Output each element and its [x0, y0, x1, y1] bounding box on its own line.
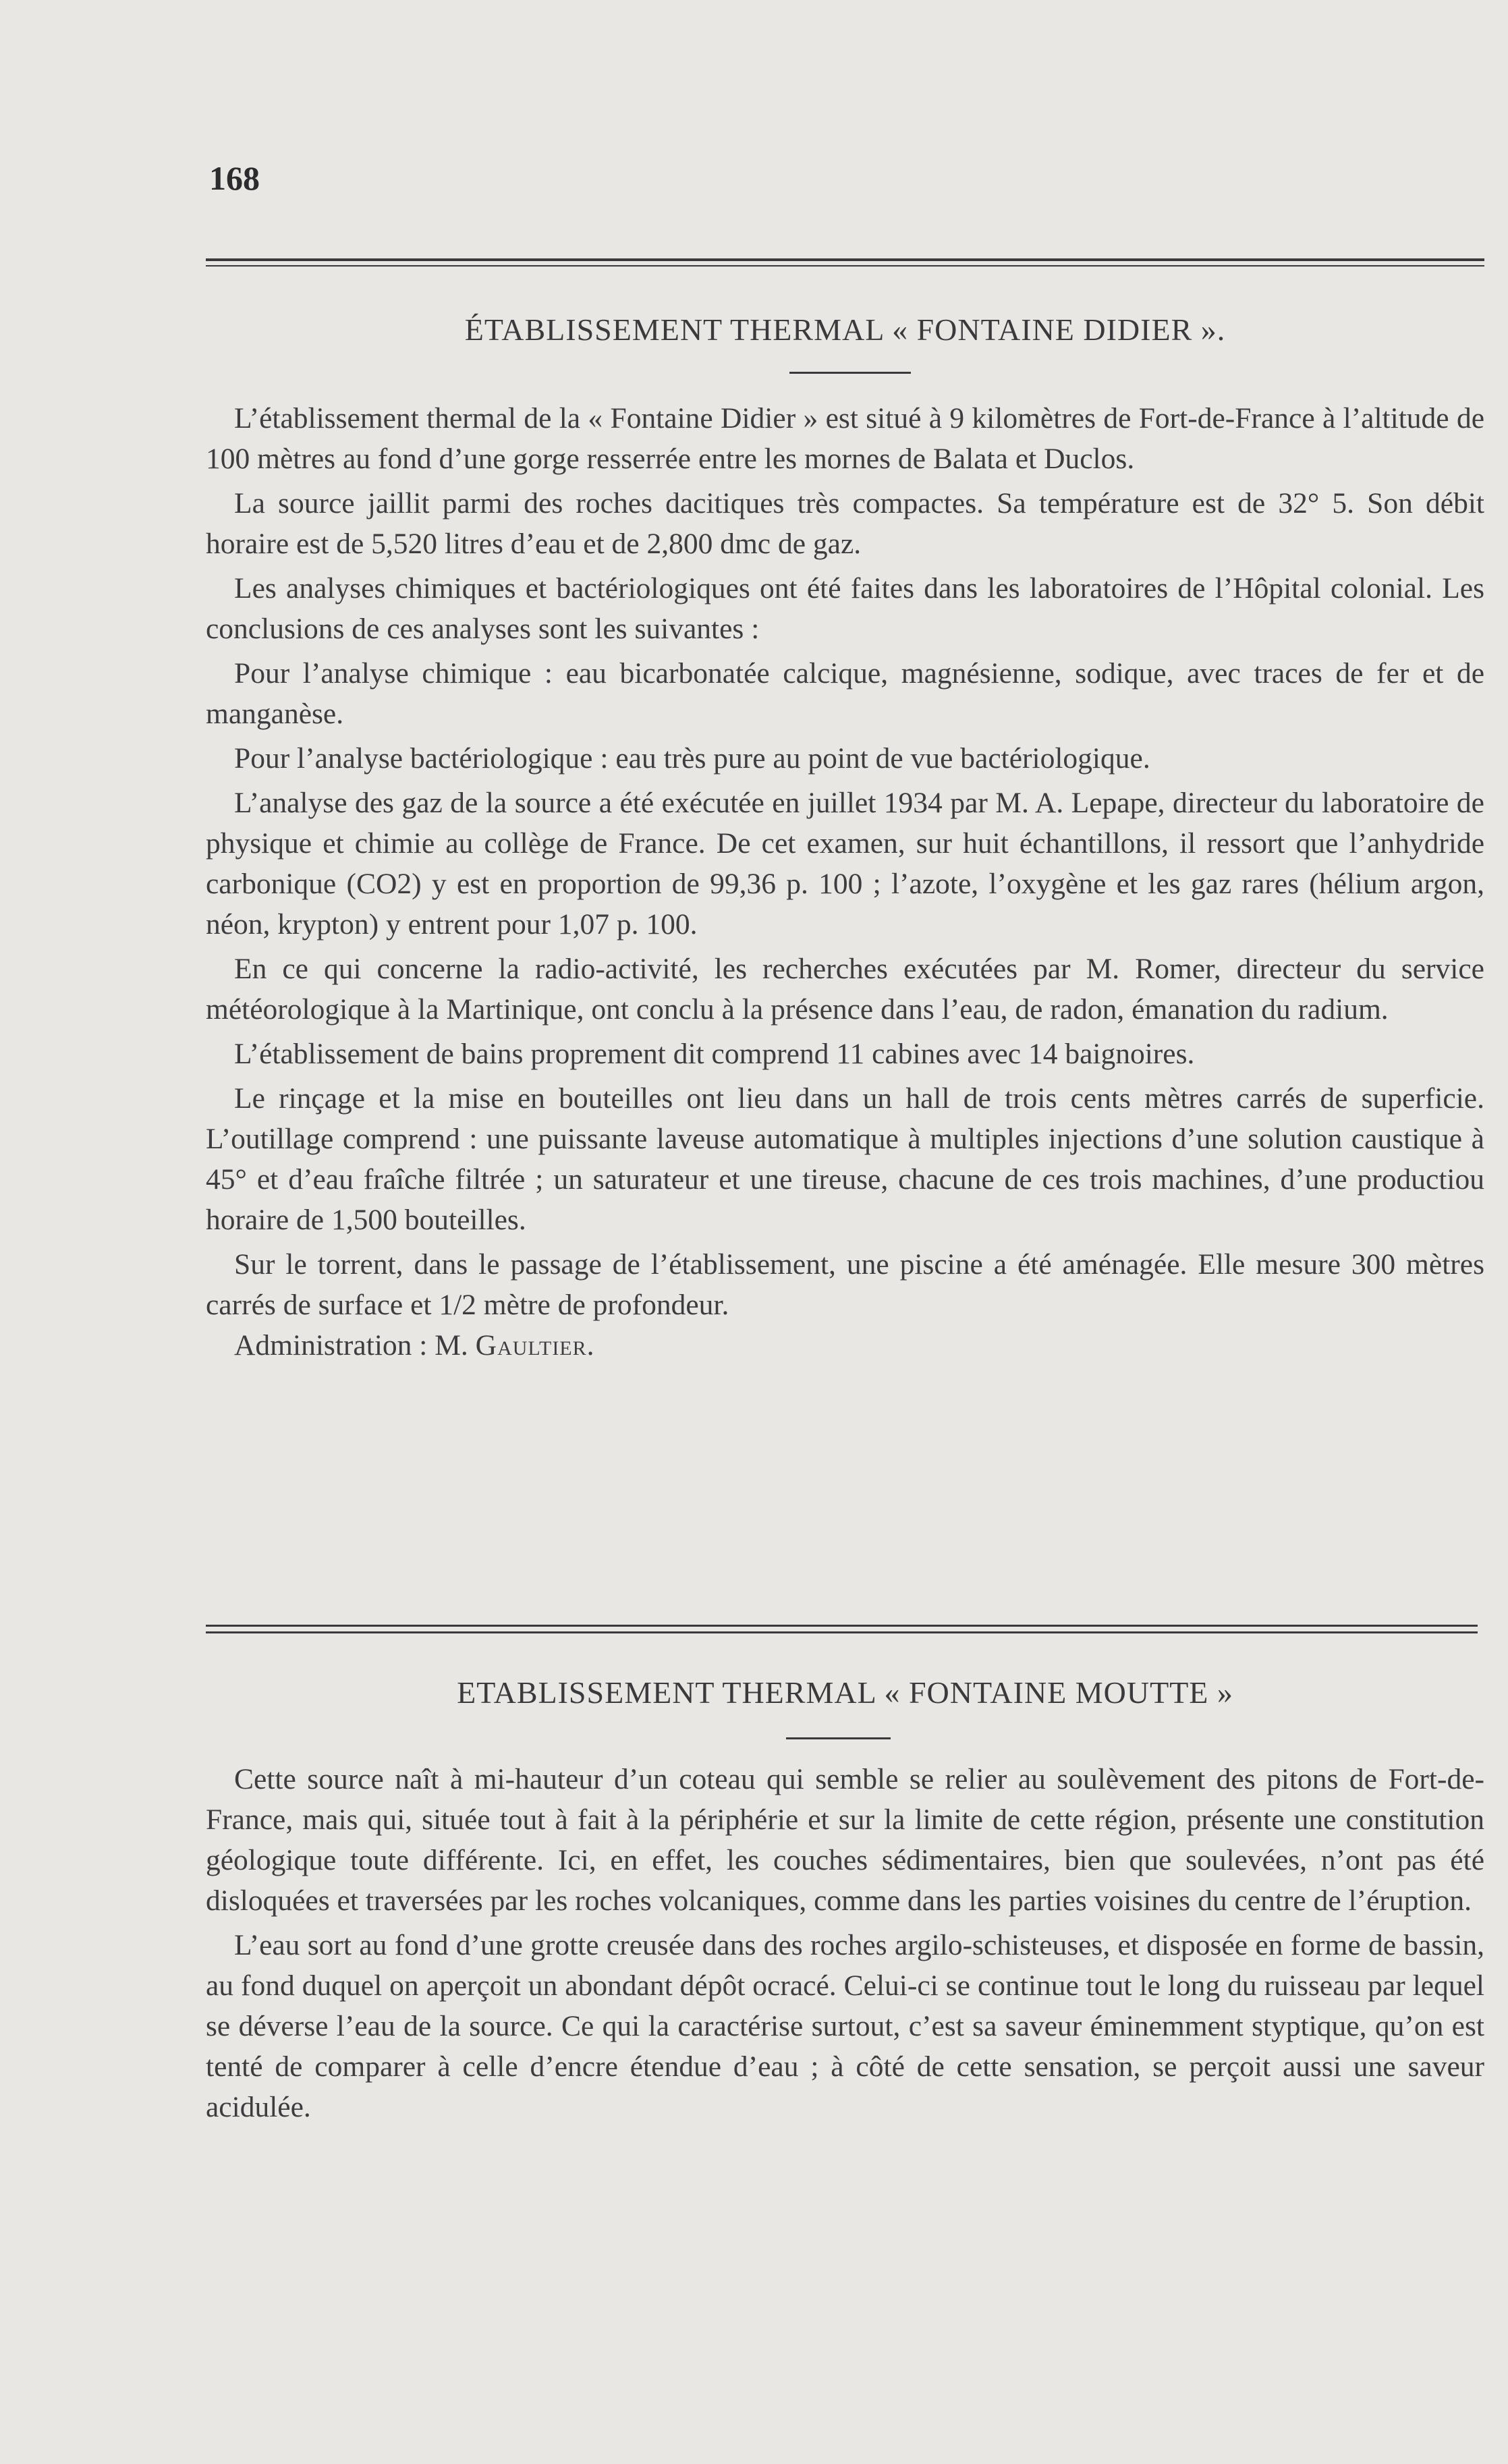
section-title-fontaine-moutte: ETABLISSEMENT THERMAL « FONTAINE MOUTTE » [457, 1675, 1233, 1710]
header-rule-thick [206, 258, 1484, 261]
paragraph: Sur le torrent, dans le passage de l’établissement, une piscine a été aménagée. Elle mesure 300 mètres carrés de surface et 1/2 mètre de profondeur. [206, 1248, 1484, 1321]
paragraph: L’analyse des gaz de la source a été exécutée en juillet 1934 par M. A. Lepape, directeur du laboratoire de physique et chimie au collège de France. De cet examen, sur huit échantillons, il ressort que l’anhydride carbonique (CO2) y est en proportion de 99,36 p. 100 ; l’azote, l’oxygène et les gaz rares (hélium argon, néon, krypton) y entrent pour 1,07 p. 100. [206, 787, 1484, 941]
page-number: 168 [209, 159, 260, 197]
administrator-name: Gaultier. [475, 1329, 595, 1362]
section-body-fontaine-didier [206, 398, 1484, 1366]
title-underline [786, 1737, 891, 1739]
title-underline [789, 372, 911, 374]
paragraph: Pour l’analyse bactériologique : eau très pure au point de vue bactériologique. [234, 742, 1150, 775]
administration-label: Administration : M. [234, 1329, 468, 1362]
section-body-fontaine-moutte [206, 1759, 1484, 2131]
paragraph: La source jaillit parmi des roches dacitiques très compactes. Sa température est de 32° 5. Son débit horaire est de 5,520 litres d’eau et de 2,800 dmc de gaz. [206, 487, 1484, 560]
paragraph: Pour l’analyse chimique : eau bicarbonatée calcique, magnésienne, sodique, avec traces de fer et de manganèse. [206, 657, 1484, 730]
section-separator-bottom [206, 1631, 1478, 1633]
section-separator-top [206, 1625, 1478, 1627]
paragraph: Le rinçage et la mise en bouteilles ont lieu dans un hall de trois cents mètres carrés de superficie. L’outillage comprend : une puissante laveuse automatique à multiples injections d’une solution caustique à 45° et d’eau fraîche filtrée ; un saturateur et une tireuse, chacune de ces trois machines, d’une productiou horaire de 1,500 bouteilles. [206, 1082, 1484, 1236]
administration-line [206, 1325, 1484, 1366]
paragraph: Cette source naît à mi-hauteur d’un coteau qui semble se relier au soulèvement des pitons de Fort-de-France, mais qui, située tout à fait à la périphérie et sur la limite de cette région, présente une constitution géologique toute différente. Ici, en effet, les couches sédimentaires, bien que soulevées, n’ont pas été disloquées et traversées par les roches volcaniques, comme dans les parties voisines du centre de l’éruption. [206, 1763, 1484, 1917]
paragraph: En ce qui concerne la radio-activité, les recherches exécutées par M. Romer, directeur du service météorologique à la Martinique, ont conclu à la présence dans l’eau, de radon, émanation du radium. [206, 953, 1484, 1026]
paragraph: L’établissement de bains proprement dit comprend 11 cabines avec 14 baignoires. [234, 1038, 1195, 1070]
section-title-fontaine-didier: ÉTABLISSEMENT THERMAL « FONTAINE DIDIER ». [464, 312, 1226, 347]
header-rule-thin [206, 265, 1484, 267]
paragraph: L’établissement thermal de la « Fontaine Didier » est situé à 9 kilomètres de Fort-de-France à l’altitude de 100 mètres au fond d’une gorge resserrée entre les mornes de Balata et Duclos. [206, 402, 1484, 475]
paragraph: L’eau sort au fond d’une grotte creusée dans des roches argilo-schisteuses, et disposée en forme de bassin, au fond duquel on aperçoit un abondant dépôt ocracé. Celui-ci se continue tout le long du ruisseau par lequel se déverse l’eau de la source. Ce qui la caractérise surtout, c’est sa saveur éminemment styptique, qu’on est tenté de comparer à celle d’encre étendue d’eau ; à côté de cette sensation, se perçoit aussi une saveur acidulée. [206, 1929, 1484, 2123]
paragraph: Les analyses chimiques et bactériologiques ont été faites dans les laboratoires de l’Hôpital colonial. Les conclusions de ces analyses sont les suivantes : [206, 572, 1484, 645]
